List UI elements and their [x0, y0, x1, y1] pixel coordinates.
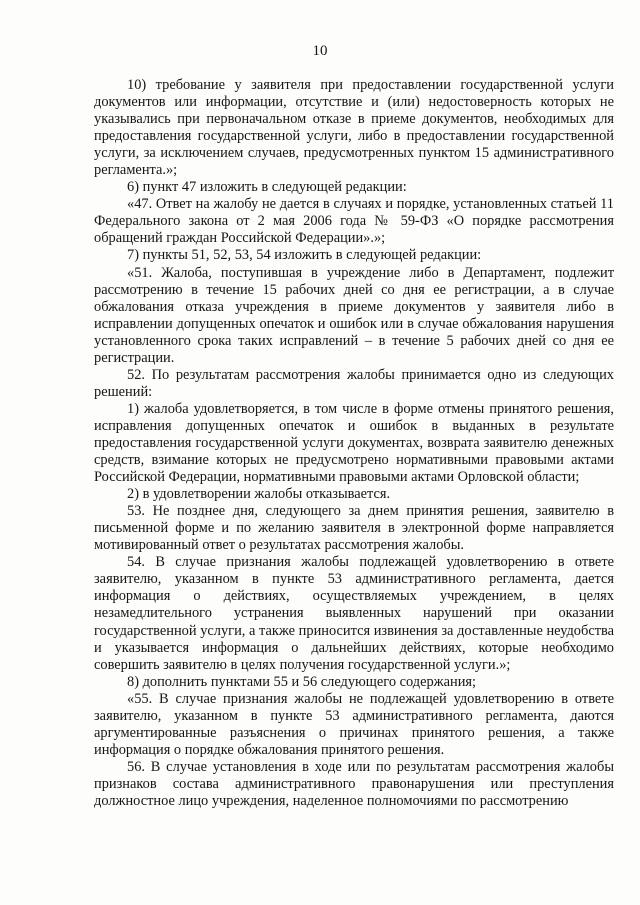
paragraph-amend-55-56: 8) дополнить пунктами 55 и 56 следующего содержания; [127, 673, 477, 690]
paragraph-clause-52-item-2: 2) в удовлетворении жалобы отказывается. [127, 486, 391, 503]
paragraph-clause-52: 52. По результатам рассмотрения жалобы принимается одно из следующих решений: [94, 366, 614, 400]
page-number: 10 [312, 43, 328, 59]
document-body [94, 77, 614, 810]
paragraph-amend-47: 6) пункт 47 изложить в следующей редакции: [127, 179, 407, 196]
paragraph-clause-47: «47. Ответ на жалобу не дается в случаях и порядке, установленных статьей 11 Федерального закона от 2 мая 2006 года № 59-ФЗ «О порядке рассмотрения обращений граждан Российской Федерации».»; [94, 196, 614, 247]
paragraph-item-10-requirement: 10) требование у заявителя при предоставлении государственной услуги документов или информации, отсутствие и (или) недостоверность которых не указывались при первоначальном отказе в приеме документов, необходимых для предоставления государственной услуги, либо в предоставлении государственной услуги, за исключением случаев, предусмотренных пунктом 15 административного регламента.»; [94, 77, 614, 179]
paragraph-clause-56: 56. В случае установления в ходе или по результатам рассмотрения жалобы признаков состава административного правонарушения или преступления должностное лицо учреждения, наделенное полномочиями по рассмотрению [94, 758, 614, 809]
paragraph-clause-52-item-1: 1) жалоба удовлетворяется, в том числе в форме отмены принятого решения, исправления допущенных опечаток и ошибок в выданных в результате предоставления государственной услуги документах, возврата заявителю денежных средств, взимание которых не предусмотрено нормативными правовыми актами Российской Федерации, нормативными правовыми актами Орловской области; [94, 400, 614, 486]
paragraph-clause-51: «51. Жалоба, поступившая в учреждение либо в Департамент, подлежит рассмотрению в течение 15 рабочих дней со дня ее регистрации, а в случае обжалования отказа учреждения в приеме документов у заявителя либо в исправлении допущенных опечаток и ошибок или в случае обжалования нарушения установленного срока таких исправлений – в течение 5 рабочих дней со дня ее регистрации. [94, 264, 614, 366]
paragraph-clause-55: «55. В случае признания жалобы не подлежащей удовлетворению в ответе заявителю, указанном в пункте 53 административного регламента, даются аргументированные разъяснения о причинах принятого решения, а также информация о порядке обжалования принятого решения. [94, 690, 614, 758]
paragraph-clause-53: 53. Не позднее дня, следующего за днем принятия решения, заявителю в письменной форме и по желанию заявителя в электронной форме направляется мотивированный ответ о результатах рассмотрения жалобы. [94, 503, 614, 554]
paragraph-clause-54: 54. В случае признания жалобы подлежащей удовлетворению в ответе заявителю, указанном в пункте 53 административного регламента, дается информация о действиях, осуществляемых учреждением, в целях незамедлительного устранения выявленных нарушений при оказании государственной услуги, а также приносится извинения за доставленные неудобства и указывается информация о дальнейших действиях, которые необходимо совершить заявителю в целях получения государственной услуги.»; [94, 554, 614, 673]
paragraph-amend-51-54: 7) пункты 51, 52, 53, 54 изложить в следующей редакции: [127, 247, 482, 264]
